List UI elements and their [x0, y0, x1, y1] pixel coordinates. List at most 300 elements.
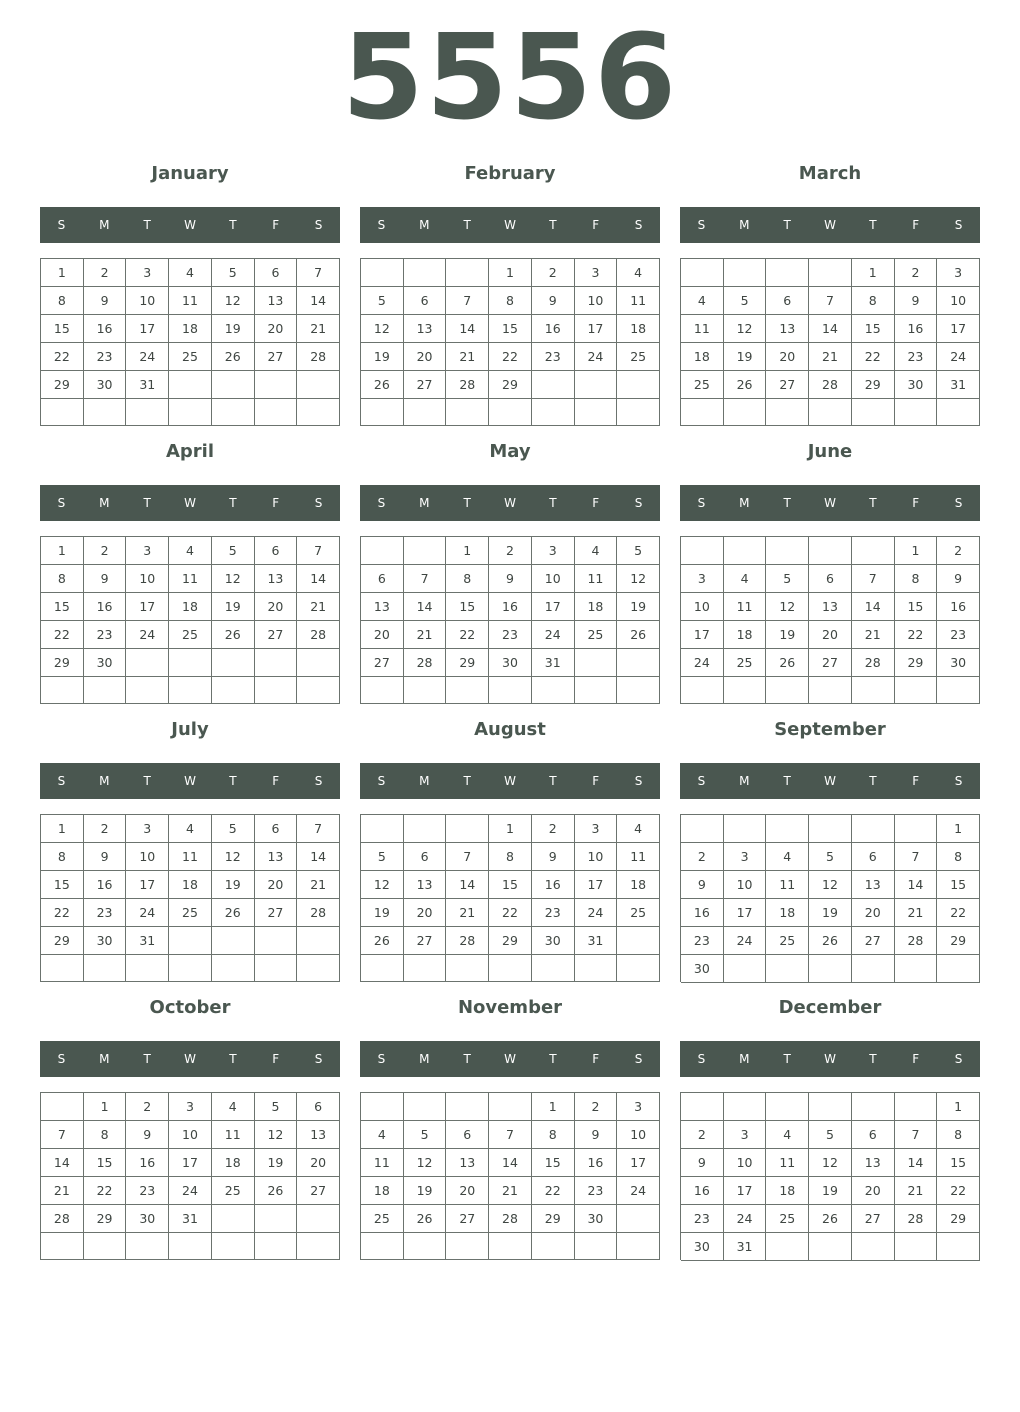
- weekday-label: S: [634, 496, 643, 510]
- empty-cell: [724, 1093, 767, 1121]
- day-cell: 9: [84, 843, 127, 871]
- day-cell: 27: [255, 343, 298, 371]
- empty-cell: [937, 399, 980, 426]
- day-cell: 19: [212, 593, 255, 621]
- day-cell: 24: [169, 1177, 212, 1205]
- day-cell: 3: [575, 815, 618, 843]
- weekday-label: M: [739, 496, 750, 510]
- empty-cell: [895, 815, 938, 843]
- day-cell: 30: [937, 649, 980, 677]
- day-cell: 8: [489, 843, 532, 871]
- empty-cell: [489, 399, 532, 426]
- empty-cell: [895, 1093, 938, 1121]
- day-cell: 21: [446, 343, 489, 371]
- weekday-label: S: [377, 774, 386, 788]
- empty-cell: [895, 955, 938, 983]
- day-cell: 19: [809, 1177, 852, 1205]
- day-cell: 22: [852, 343, 895, 371]
- day-cell: 5: [255, 1093, 298, 1121]
- day-cell: 20: [404, 899, 447, 927]
- day-cell: 16: [532, 871, 575, 899]
- day-cell: 31: [126, 927, 169, 955]
- weekday-label: T: [549, 774, 557, 788]
- day-grid: [360, 814, 660, 982]
- day-cell: 12: [724, 315, 767, 343]
- empty-cell: [404, 259, 447, 287]
- day-cell: 19: [361, 899, 404, 927]
- empty-cell: [41, 399, 84, 426]
- day-cell: 22: [937, 899, 980, 927]
- day-cell: 10: [575, 843, 618, 871]
- weekday-label: S: [314, 218, 323, 232]
- day-cell: 6: [404, 287, 447, 315]
- weekday-label: S: [954, 774, 963, 788]
- day-cell: 25: [681, 371, 724, 399]
- day-cell: 14: [446, 315, 489, 343]
- day-cell: 25: [361, 1205, 404, 1233]
- weekday-label: M: [419, 774, 430, 788]
- day-cell: 2: [937, 537, 980, 565]
- empty-cell: [575, 371, 618, 399]
- day-cell: 1: [41, 537, 84, 565]
- empty-cell: [361, 259, 404, 287]
- day-cell: 14: [297, 287, 340, 315]
- day-cell: 10: [617, 1121, 660, 1149]
- day-cell: 6: [766, 287, 809, 315]
- day-cell: 28: [297, 343, 340, 371]
- day-cell: 28: [809, 371, 852, 399]
- day-cell: 7: [895, 1121, 938, 1149]
- day-cell: 12: [361, 315, 404, 343]
- weekday-label: S: [377, 496, 386, 510]
- day-cell: 13: [766, 315, 809, 343]
- day-cell: 13: [404, 315, 447, 343]
- day-cell: 31: [724, 1233, 767, 1261]
- day-cell: 26: [404, 1205, 447, 1233]
- empty-cell: [126, 677, 169, 704]
- day-cell: 20: [404, 343, 447, 371]
- day-cell: 24: [724, 1205, 767, 1233]
- day-cell: 3: [169, 1093, 212, 1121]
- day-cell: 18: [617, 871, 660, 899]
- month-name: May: [489, 441, 531, 462]
- day-cell: 10: [724, 1149, 767, 1177]
- empty-cell: [126, 649, 169, 677]
- weekday-header: [40, 763, 340, 799]
- empty-cell: [724, 955, 767, 983]
- day-cell: 7: [852, 565, 895, 593]
- day-cell: 30: [681, 1233, 724, 1261]
- day-cell: 25: [169, 343, 212, 371]
- day-cell: 29: [41, 927, 84, 955]
- day-cell: 16: [84, 871, 127, 899]
- empty-cell: [617, 399, 660, 426]
- weekday-header: [360, 485, 660, 521]
- empty-cell: [255, 677, 298, 704]
- empty-cell: [681, 537, 724, 565]
- day-cell: 14: [446, 871, 489, 899]
- day-cell: 12: [212, 565, 255, 593]
- day-cell: 9: [126, 1121, 169, 1149]
- day-cell: 24: [532, 621, 575, 649]
- day-cell: 5: [361, 843, 404, 871]
- day-cell: 20: [766, 343, 809, 371]
- weekday-label: F: [592, 1052, 600, 1066]
- day-cell: 24: [575, 343, 618, 371]
- day-cell: 30: [84, 371, 127, 399]
- day-cell: 31: [126, 371, 169, 399]
- day-cell: 11: [169, 843, 212, 871]
- weekday-label: T: [463, 496, 471, 510]
- weekday-label: S: [954, 218, 963, 232]
- empty-cell: [617, 927, 660, 955]
- day-cell: 29: [41, 371, 84, 399]
- empty-cell: [852, 1233, 895, 1261]
- day-cell: 17: [937, 315, 980, 343]
- day-cell: 27: [297, 1177, 340, 1205]
- day-cell: 22: [532, 1177, 575, 1205]
- day-cell: 20: [809, 621, 852, 649]
- day-cell: 20: [255, 315, 298, 343]
- day-cell: 7: [41, 1121, 84, 1149]
- empty-cell: [809, 815, 852, 843]
- day-cell: 27: [255, 899, 298, 927]
- empty-cell: [361, 399, 404, 426]
- empty-cell: [404, 1093, 447, 1121]
- day-cell: 14: [895, 871, 938, 899]
- day-cell: 15: [84, 1149, 127, 1177]
- empty-cell: [809, 677, 852, 704]
- day-cell: 29: [852, 371, 895, 399]
- day-cell: 21: [41, 1177, 84, 1205]
- day-cell: 15: [446, 593, 489, 621]
- day-cell: 26: [212, 343, 255, 371]
- day-cell: 6: [255, 815, 298, 843]
- weekday-label: T: [783, 218, 791, 232]
- day-cell: 10: [681, 593, 724, 621]
- weekday-header: [360, 763, 660, 799]
- day-cell: 25: [169, 621, 212, 649]
- empty-cell: [297, 927, 340, 955]
- day-cell: 5: [809, 843, 852, 871]
- day-cell: 3: [532, 537, 575, 565]
- day-cell: 9: [84, 565, 127, 593]
- day-cell: 6: [404, 843, 447, 871]
- day-cell: 11: [681, 315, 724, 343]
- day-cell: 21: [297, 315, 340, 343]
- empty-cell: [446, 259, 489, 287]
- weekday-label: F: [272, 218, 280, 232]
- empty-cell: [446, 399, 489, 426]
- day-cell: 22: [41, 899, 84, 927]
- day-cell: 19: [212, 871, 255, 899]
- empty-cell: [84, 955, 127, 982]
- weekday-label: W: [504, 774, 516, 788]
- day-cell: 22: [446, 621, 489, 649]
- day-cell: 19: [255, 1149, 298, 1177]
- day-cell: 17: [575, 315, 618, 343]
- empty-cell: [361, 537, 404, 565]
- day-cell: 5: [212, 815, 255, 843]
- weekday-label: S: [697, 1052, 706, 1066]
- empty-cell: [895, 1233, 938, 1261]
- weekday-header: [40, 485, 340, 521]
- day-cell: 3: [724, 1121, 767, 1149]
- empty-cell: [724, 677, 767, 704]
- month-name: February: [464, 163, 556, 184]
- empty-cell: [361, 677, 404, 704]
- day-cell: 2: [84, 259, 127, 287]
- empty-cell: [937, 1233, 980, 1261]
- empty-cell: [617, 955, 660, 982]
- day-cell: 17: [724, 899, 767, 927]
- day-cell: 15: [41, 871, 84, 899]
- day-cell: 15: [489, 871, 532, 899]
- day-cell: 9: [532, 843, 575, 871]
- weekday-label: T: [143, 1052, 151, 1066]
- empty-cell: [724, 815, 767, 843]
- empty-cell: [212, 649, 255, 677]
- day-cell: 8: [41, 843, 84, 871]
- weekday-label: S: [634, 218, 643, 232]
- day-cell: 3: [724, 843, 767, 871]
- empty-cell: [126, 955, 169, 982]
- day-cell: 27: [809, 649, 852, 677]
- day-cell: 19: [724, 343, 767, 371]
- day-cell: 4: [617, 815, 660, 843]
- empty-cell: [361, 955, 404, 982]
- day-cell: 1: [446, 537, 489, 565]
- month-name: October: [149, 997, 231, 1018]
- empty-cell: [895, 399, 938, 426]
- day-cell: 23: [532, 899, 575, 927]
- day-cell: 14: [809, 315, 852, 343]
- day-cell: 10: [937, 287, 980, 315]
- day-cell: 19: [809, 899, 852, 927]
- day-cell: 13: [361, 593, 404, 621]
- weekday-label: F: [912, 496, 920, 510]
- day-cell: 10: [126, 287, 169, 315]
- day-cell: 2: [681, 1121, 724, 1149]
- day-cell: 8: [895, 565, 938, 593]
- empty-cell: [41, 1233, 84, 1260]
- empty-cell: [446, 1093, 489, 1121]
- weekday-label: F: [592, 218, 600, 232]
- weekday-header: [680, 763, 980, 799]
- day-cell: 4: [169, 537, 212, 565]
- day-cell: 1: [852, 259, 895, 287]
- day-cell: 14: [852, 593, 895, 621]
- empty-cell: [297, 1233, 340, 1260]
- day-cell: 16: [126, 1149, 169, 1177]
- day-cell: 22: [41, 343, 84, 371]
- day-cell: 27: [852, 1205, 895, 1233]
- day-cell: 26: [255, 1177, 298, 1205]
- empty-cell: [255, 371, 298, 399]
- day-cell: 12: [361, 871, 404, 899]
- day-cell: 18: [617, 315, 660, 343]
- day-cell: 8: [41, 287, 84, 315]
- weekday-label: F: [912, 218, 920, 232]
- weekday-label: S: [697, 496, 706, 510]
- day-cell: 13: [404, 871, 447, 899]
- weekday-label: W: [184, 496, 196, 510]
- day-cell: 2: [489, 537, 532, 565]
- empty-cell: [126, 399, 169, 426]
- empty-cell: [681, 399, 724, 426]
- weekday-label: F: [912, 1052, 920, 1066]
- empty-cell: [446, 815, 489, 843]
- empty-cell: [84, 399, 127, 426]
- day-cell: 3: [126, 815, 169, 843]
- empty-cell: [852, 537, 895, 565]
- day-cell: 15: [489, 315, 532, 343]
- weekday-label: S: [634, 1052, 643, 1066]
- empty-cell: [852, 1093, 895, 1121]
- day-cell: 23: [937, 621, 980, 649]
- weekday-label: T: [549, 496, 557, 510]
- day-cell: 18: [766, 899, 809, 927]
- weekday-label: M: [99, 1052, 110, 1066]
- day-cell: 15: [41, 315, 84, 343]
- day-cell: 1: [84, 1093, 127, 1121]
- weekday-label: T: [869, 774, 877, 788]
- day-cell: 4: [766, 843, 809, 871]
- day-cell: 16: [84, 593, 127, 621]
- empty-cell: [297, 1205, 340, 1233]
- weekday-label: T: [463, 774, 471, 788]
- day-cell: 24: [937, 343, 980, 371]
- day-cell: 11: [766, 871, 809, 899]
- day-cell: 23: [489, 621, 532, 649]
- weekday-label: M: [99, 218, 110, 232]
- empty-cell: [809, 399, 852, 426]
- day-cell: 29: [84, 1205, 127, 1233]
- weekday-header: [680, 485, 980, 521]
- day-cell: 2: [84, 815, 127, 843]
- day-cell: 16: [681, 899, 724, 927]
- empty-cell: [446, 1233, 489, 1260]
- day-cell: 3: [126, 259, 169, 287]
- empty-cell: [617, 1205, 660, 1233]
- day-cell: 11: [169, 565, 212, 593]
- empty-cell: [169, 955, 212, 982]
- day-cell: 7: [446, 843, 489, 871]
- weekday-label: T: [143, 496, 151, 510]
- day-cell: 13: [255, 843, 298, 871]
- day-cell: 6: [297, 1093, 340, 1121]
- day-cell: 2: [895, 259, 938, 287]
- empty-cell: [532, 399, 575, 426]
- day-cell: 22: [937, 1177, 980, 1205]
- day-cell: 10: [532, 565, 575, 593]
- day-cell: 3: [681, 565, 724, 593]
- day-cell: 13: [852, 1149, 895, 1177]
- weekday-label: M: [99, 496, 110, 510]
- empty-cell: [404, 815, 447, 843]
- day-cell: 2: [575, 1093, 618, 1121]
- day-grid: [680, 1092, 980, 1260]
- empty-cell: [361, 815, 404, 843]
- day-cell: 15: [937, 871, 980, 899]
- empty-cell: [852, 677, 895, 704]
- day-cell: 13: [255, 565, 298, 593]
- day-cell: 2: [681, 843, 724, 871]
- weekday-label: M: [739, 1052, 750, 1066]
- weekday-label: T: [463, 218, 471, 232]
- empty-cell: [617, 649, 660, 677]
- weekday-label: F: [912, 774, 920, 788]
- weekday-label: F: [592, 774, 600, 788]
- weekday-label: W: [824, 774, 836, 788]
- day-cell: 16: [937, 593, 980, 621]
- day-cell: 8: [852, 287, 895, 315]
- day-cell: 1: [937, 1093, 980, 1121]
- day-cell: 8: [937, 1121, 980, 1149]
- month-name: August: [474, 719, 546, 740]
- weekday-label: T: [143, 218, 151, 232]
- weekday-label: W: [504, 1052, 516, 1066]
- empty-cell: [724, 259, 767, 287]
- empty-cell: [937, 677, 980, 704]
- day-cell: 8: [489, 287, 532, 315]
- empty-cell: [617, 677, 660, 704]
- weekday-label: T: [783, 496, 791, 510]
- day-cell: 8: [532, 1121, 575, 1149]
- day-cell: 9: [489, 565, 532, 593]
- empty-cell: [169, 399, 212, 426]
- day-cell: 6: [446, 1121, 489, 1149]
- day-cell: 28: [446, 371, 489, 399]
- weekday-header: [680, 207, 980, 243]
- day-cell: 18: [169, 593, 212, 621]
- weekday-label: W: [824, 496, 836, 510]
- weekday-label: S: [697, 774, 706, 788]
- day-cell: 24: [681, 649, 724, 677]
- day-cell: 13: [809, 593, 852, 621]
- empty-cell: [766, 815, 809, 843]
- day-cell: 18: [212, 1149, 255, 1177]
- empty-cell: [809, 955, 852, 983]
- month-name: July: [171, 719, 209, 740]
- day-cell: 6: [255, 537, 298, 565]
- weekday-label: T: [783, 774, 791, 788]
- empty-cell: [766, 677, 809, 704]
- empty-cell: [41, 955, 84, 982]
- day-cell: 14: [404, 593, 447, 621]
- day-cell: 17: [617, 1149, 660, 1177]
- day-cell: 2: [126, 1093, 169, 1121]
- day-cell: 16: [575, 1149, 618, 1177]
- day-cell: 12: [617, 565, 660, 593]
- empty-cell: [404, 955, 447, 982]
- empty-cell: [681, 259, 724, 287]
- weekday-label: W: [504, 218, 516, 232]
- day-cell: 10: [724, 871, 767, 899]
- day-cell: 5: [361, 287, 404, 315]
- day-cell: 7: [446, 287, 489, 315]
- day-cell: 1: [489, 815, 532, 843]
- day-cell: 27: [404, 927, 447, 955]
- day-cell: 25: [169, 899, 212, 927]
- month-name: November: [457, 997, 563, 1018]
- day-cell: 29: [446, 649, 489, 677]
- weekday-label: W: [184, 774, 196, 788]
- day-cell: 5: [212, 259, 255, 287]
- empty-cell: [532, 1233, 575, 1260]
- day-cell: 26: [212, 899, 255, 927]
- day-cell: 4: [169, 815, 212, 843]
